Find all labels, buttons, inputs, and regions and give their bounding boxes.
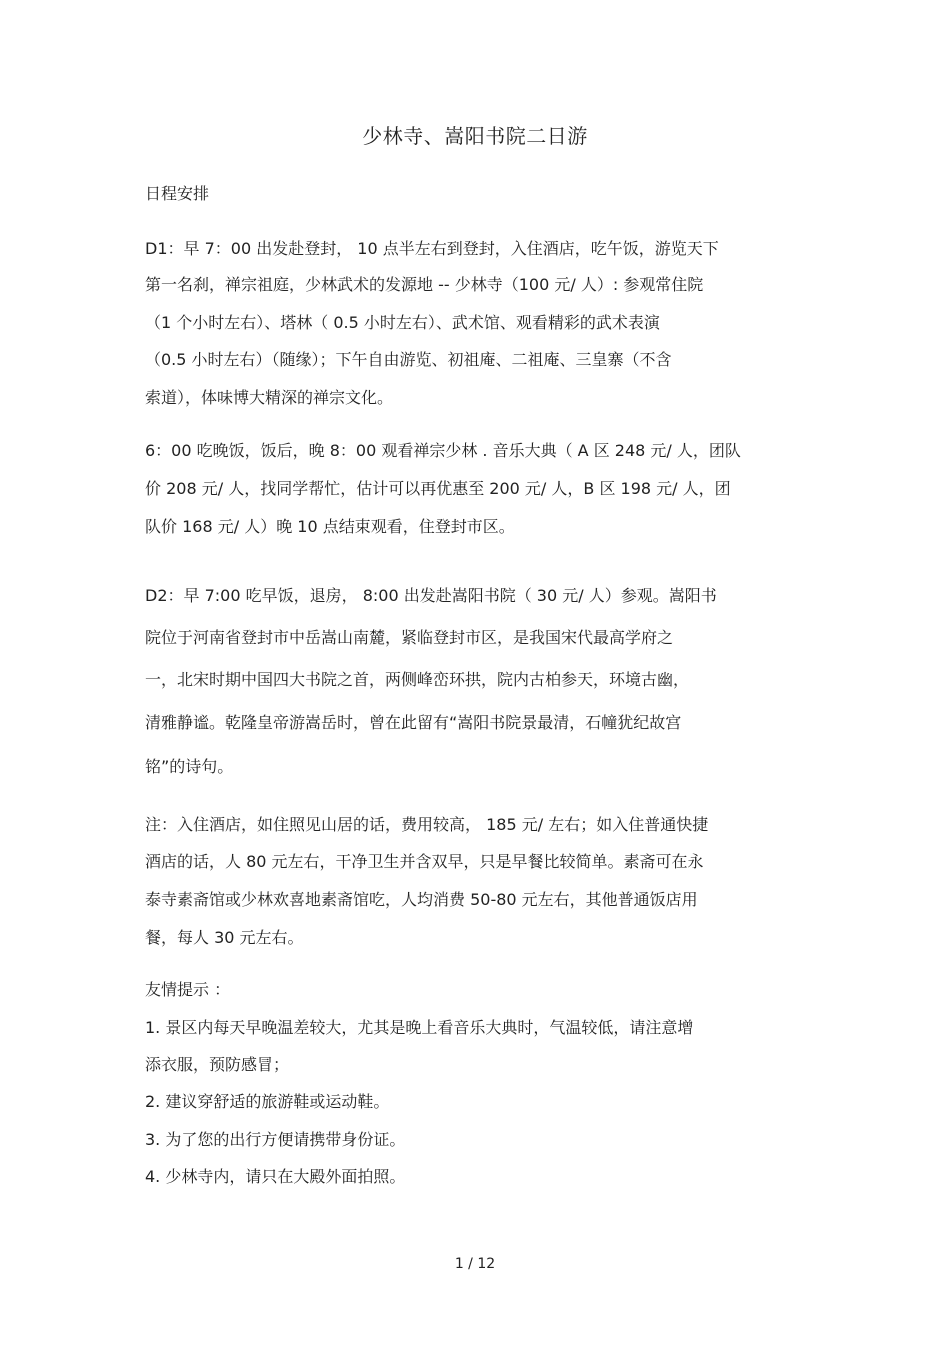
day1-line-4: （0.5 小时左右）（随缘）；下午自由游览、初祖庵、二祖庵、三皇寨（不含 — [145, 350, 672, 369]
note-line-1: 注：入住酒店，如住照见山居的话，费用较高， 185 元/ 左右；如入住普通快捷 — [145, 815, 709, 834]
evening-line-2: 价 208 元/ 人，找同学帮忙，估计可以再优惠至 200 元/ 人，B 区 198 元/ 人，团 — [145, 479, 731, 498]
evening-line-1: 6：00 吃晚饭，饭后，晚 8：00 观看禅宗少林 . 音乐大典（ A 区 248 元/ 人，团队 — [145, 441, 741, 460]
tip-line-2: 添衣服，预防感冒； — [145, 1055, 290, 1074]
day1-line-3: （1 个小时左右）、塔林（ 0.5 小时左右）、武术馆、观看精彩的武术表演 — [145, 313, 660, 332]
day1-line-5: 索道），体味博大精深的禅宗文化。 — [145, 388, 394, 407]
day2-line-3: 一，北宋时期中国四大书院之首，两侧峰峦环拱，院内古柏参天，环境古幽， — [145, 670, 690, 689]
note-line-3: 泰寺素斋馆或少林欢喜地素斋馆吃，人均消费 50-80 元左右，其他普通饭店用 — [145, 890, 698, 909]
note-line-2: 酒店的话，人 80 元左右，干净卫生并含双早，只是早餐比较简单。素斋可在永 — [145, 852, 704, 871]
day1-line-2: 第一名刹，禅宗祖庭，少林武术的发源地 -- 少林寺（100 元/ 人）: 参观常住院 — [145, 275, 704, 294]
tips-heading: 友情提示 ： — [145, 980, 231, 999]
evening-line-3: 队价 168 元/ 人）晚 10 点结束观看，住登封市区。 — [145, 517, 515, 536]
document-title: 少林寺、嵩阳书院二日游 — [362, 124, 588, 148]
section-heading: 日程安排 — [145, 184, 210, 203]
tip-line-5: 4. 少林寺内，请只在大殿外面拍照。 — [145, 1167, 406, 1186]
note-line-4: 餐，每人 30 元左右。 — [145, 928, 304, 947]
page-number: 1 / 12 — [454, 1256, 496, 1272]
day1-line-1: D1：早 7：00 出发赴登封， 10 点半左右到登封，入住酒店，吃午饭，游览天下 — [145, 239, 719, 258]
tip-line-1: 1. 景区内每天早晚温差较大，尤其是晚上看音乐大典时，气温较低，请注意增 — [145, 1018, 694, 1037]
tip-line-4: 3. 为了您的出行方便请携带身份证。 — [145, 1130, 406, 1149]
day2-line-4: 清雅静谧。乾隆皇帝游嵩岳时，曾在此留有“嵩阳书院景最清，石幢犹纪故宫 — [145, 713, 682, 732]
day2-line-5: 铭”的诗句。 — [145, 757, 234, 776]
tip-line-3: 2. 建议穿舒适的旅游鞋或运动鞋。 — [145, 1092, 390, 1111]
day2-line-2: 院位于河南省登封市中岳嵩山南麓，紧临登封市区，是我国宋代最高学府之 — [145, 628, 674, 647]
day2-line-1: D2：早 7:00 吃早饭，退房， 8:00 出发赴嵩阳书院（ 30 元/ 人）参观。嵩阳书 — [145, 586, 717, 605]
